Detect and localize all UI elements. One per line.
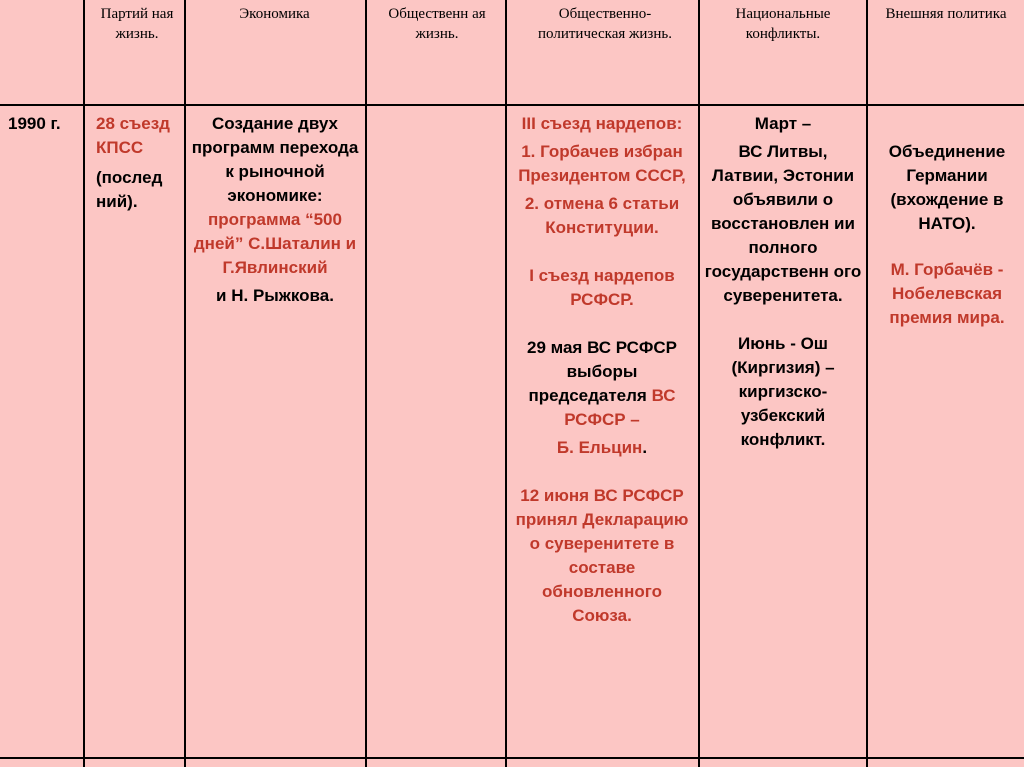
foreign-germany: Объединение Германии (вхождение в НАТО). [888,142,1006,233]
party-cell [96,112,180,214]
foreign-cell [870,140,1024,330]
yeltsin: Б. Ельцин [556,438,643,457]
header-divider [0,104,1024,106]
foreign-nobel: М. Горбачёв - Нобелевская премия мира. [889,260,1005,327]
may-29-vs: ВС РСФСР – [564,386,676,429]
column-divider [698,0,700,767]
header-party: Партий ная жизнь. [100,6,174,42]
economy-intro: Создание двух программ перехода к рыночной экономике: [191,114,359,205]
header-national: Национальные конфликты. [735,6,831,42]
june-12-declaration: 12 июня ВС РСФСР принял Декларацию о суверенитете в составе обновленного Союза. [515,486,689,625]
column-divider [184,0,186,767]
header-social: Общественн ая жизнь. [388,6,486,42]
national-osh: Июнь - Ош (Киргизия) – киргизско-узбекский конфликт. [731,334,835,449]
national-march: Март – [754,114,812,133]
header-sociopolitical: Общественно-политическая жизнь. [538,6,672,42]
congress-3-item-1: 1. Горбачев избран Президентом СССР, [518,142,686,185]
national-cell [704,112,862,452]
may-29-election [510,336,694,432]
economy-ryzhkov: и Н. Рыжкова. [216,286,334,305]
national-baltic: ВС Литвы, Латвии, Эстонии объявили о восстановлен ии полного государственн ого суверенитета. [704,142,862,305]
header-foreign: Внешняя политика [885,6,1007,22]
economy-program: программа “500 дней” С.Шаталин и Г.Явлинский [193,210,357,277]
congress-1-rsfsr: I съезд нардепов РСФСР. [529,266,675,309]
header-economy: Экономика [239,6,310,22]
congress-3: III съезд нардепов: [521,114,683,133]
yeltsin-dot: . [642,438,648,457]
yeltsin-line [510,436,694,460]
bottom-border [0,757,1024,759]
column-divider [866,0,868,767]
economy-cell [190,112,360,308]
year-cell: 1990 г. [8,114,61,133]
column-divider [505,0,507,767]
may-29-text: 29 мая ВС РСФСР выборы председателя [526,338,678,405]
congress-3-item-2: 2. отмена 6 статьи Конституции. [524,194,680,237]
party-congress: 28 съезд КПСС [96,114,170,157]
sociopolitical-cell [510,112,694,628]
column-divider [83,0,85,767]
column-divider [365,0,367,767]
party-note: (послед ний). [96,168,163,211]
